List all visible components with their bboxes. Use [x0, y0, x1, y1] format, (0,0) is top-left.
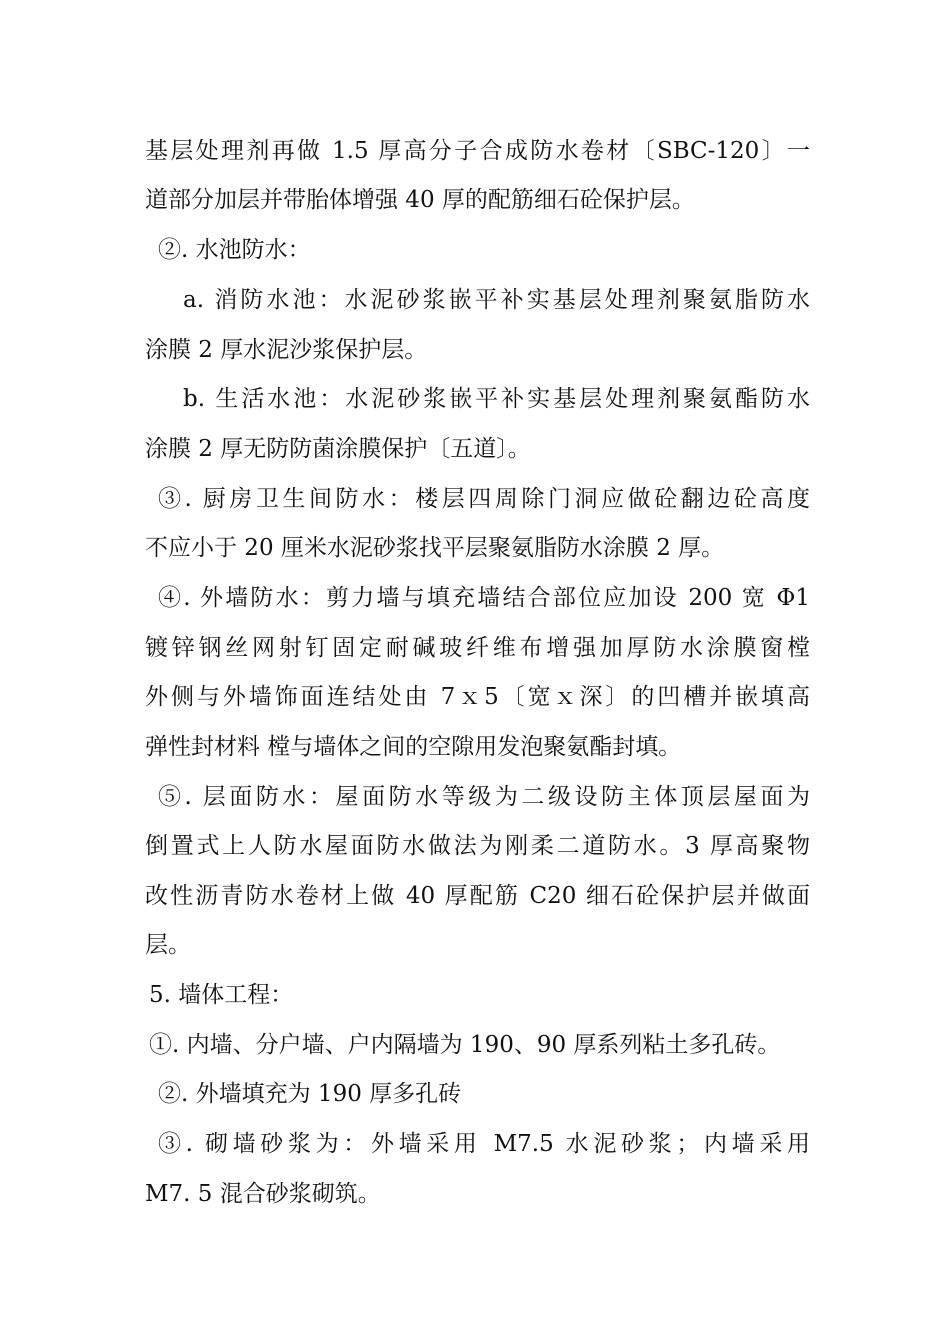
list-item: ③. 砌墙砂浆为：外墙采用 M7.5 水泥砂浆；内墙采用 [158, 1131, 810, 1157]
text-line: 涂膜 2 厚水泥沙浆保护层。 [145, 337, 428, 363]
list-item: ③. 厨房卫生间防水：楼层四周除门洞应做砼翻边砼高度 [158, 486, 810, 512]
text-line: 改性沥青防水卷材上做 40 厚配筋 C20 细石砼保护层并做面 [145, 883, 810, 909]
list-item: ⑤. 层面防水：屋面防水等级为二级设防主体顶层屋面为 [158, 784, 810, 810]
text-line: 基层处理剂再做 1.5 厚高分子合成防水卷材〔SBC-120〕一 [145, 138, 810, 164]
text-line: 倒置式上人防水屋面防水做法为刚柔二道防水。3 厚高聚物 [145, 833, 810, 859]
text-line: 弹性封材料 樘与墙体之间的空隙用发泡聚氨酯封填。 [145, 734, 682, 760]
section-heading: 5. 墙体工程： [149, 982, 294, 1008]
text-line: 道部分加层并带胎体增强 40 厚的配筋细石砼保护层。 [145, 187, 695, 213]
list-item: ①. 内墙、分户墙、户内隔墙为 190、90 厚系列粘土多孔砖。 [149, 1032, 781, 1058]
text-line: 层。 [145, 932, 191, 958]
section-heading: ②. 水池防水： [158, 237, 311, 263]
text-line: 镀锌钢丝网射钉固定耐碱玻纤维布增强加厚防水涂膜窗樘 [145, 635, 810, 661]
text-line: M7. 5 混合砂浆砌筑。 [145, 1181, 381, 1207]
list-item: a. 消防水池：水泥砂浆嵌平补实基层处理剂聚氨脂防水 [183, 287, 810, 313]
list-item: b. 生活水池：水泥砂浆嵌平补实基层处理剂聚氨酯防水 [183, 386, 810, 412]
list-item: ②. 外墙填充为 190 厚多孔砖 [158, 1081, 462, 1107]
text-line: 涂膜 2 厚无防防菌涂膜保护〔五道〕。 [145, 436, 531, 462]
text-line: 不应小于 20 厘米水泥砂浆找平层聚氨脂防水涂膜 2 厚。 [145, 535, 725, 561]
list-item: ④. 外墙防水：剪力墙与填充墙结合部位应加设 200 宽 Φ1 [158, 585, 810, 611]
text-line: 外侧与外墙饰面连结处由 7ｘ5〔宽ｘ深〕的凹槽并嵌填高 [145, 684, 810, 710]
